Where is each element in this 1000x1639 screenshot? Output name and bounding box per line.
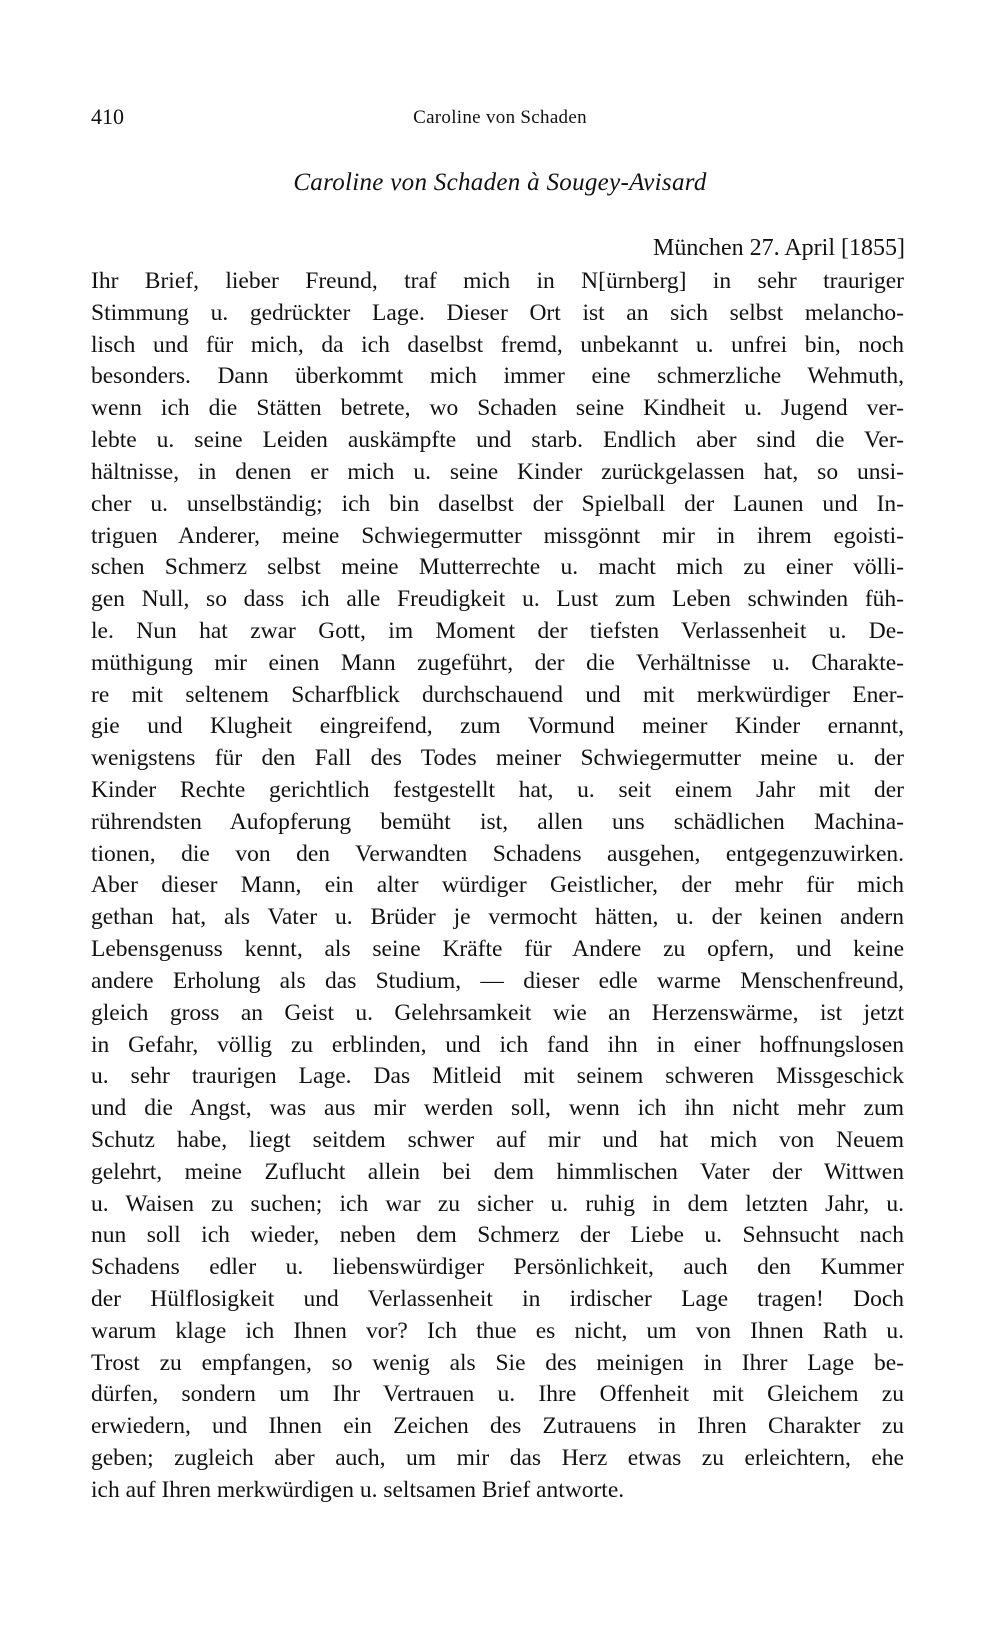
text-line: ich auf Ihren merkwürdigen u. seltsamen Brief antworte.	[91, 1476, 625, 1503]
text-line: u. sehr traurigen Lage. Das Mitleid mit seinem schweren Missgeschick	[91, 1063, 904, 1090]
letter-body	[91, 266, 904, 1507]
running-head: Caroline von Schaden	[413, 107, 587, 128]
dateline: München 27. April [1855]	[653, 235, 905, 261]
text-line: hältnisse, in denen er mich u. seine Kinder zurückgelassen hat, so unsi-	[91, 458, 904, 485]
text-line: triguen Anderer, meine Schwiegermutter missgönnt mir in ihrem egoisti-	[91, 522, 904, 549]
page-number: 410	[91, 104, 124, 129]
text-line: geben; zugleich aber auch, um mir das Herz etwas zu erleichtern, ehe	[91, 1445, 904, 1472]
text-line: nun soll ich wieder, neben dem Schmerz der Liebe u. Sehnsucht nach	[91, 1222, 904, 1249]
text-line: warum klage ich Ihnen vor? Ich thue es nicht, um von Ihnen Rath u.	[91, 1317, 904, 1344]
text-line: Ihr Brief, lieber Freund, traf mich in N[ürnberg] in sehr trauriger	[91, 268, 904, 294]
text-line: gethan hat, als Vater u. Brüder je vermocht hätten, u. der keinen andern	[91, 904, 904, 931]
text-line: in Gefahr, völlig zu erblinden, und ich fand ihn in einer hoffnungslosen	[91, 1031, 904, 1058]
text-line: Trost zu empfangen, so wenig als Sie des meinigen in Ihrer Lage be-	[91, 1349, 904, 1376]
text-line: besonders. Dann überkommt mich immer eine schmerzliche Wehmuth,	[91, 363, 904, 390]
text-line: müthigung mir einen Mann zugeführt, der die Verhältnisse u. Charakte-	[91, 649, 904, 676]
letter-title: Caroline von Schaden à Sougey-Avisard	[293, 169, 707, 196]
text-line: und die Angst, was aus mir werden soll, wenn ich ihn nicht mehr zum	[91, 1095, 904, 1122]
text-line: Schadens edler u. liebenswürdiger Persönlichkeit, auch den Kummer	[91, 1254, 904, 1281]
text-line: andere Erholung als das Studium, — dieser edle warme Menschenfreund,	[91, 967, 904, 994]
text-line: der Hülflosigkeit und Verlassenheit in irdischer Lage tragen! Doch	[91, 1286, 904, 1312]
text-line: u. Waisen zu suchen; ich war zu sicher u. ruhig in dem letzten Jahr, u.	[91, 1190, 904, 1217]
text-line: Kinder Rechte gerichtlich festgestellt hat, u. seit einem Jahr mit der	[91, 777, 904, 803]
text-line: Schutz habe, liegt seitdem schwer auf mir und hat mich von Neuem	[91, 1126, 904, 1153]
text-line: gleich gross an Geist u. Gelehrsamkeit wie an Herzenswärme, ist jetzt	[91, 999, 904, 1026]
text-line: cher u. unselbständig; ich bin daselbst der Spielball der Launen und In-	[91, 490, 904, 517]
text-line: tionen, die von den Verwandten Schadens ausgehen, entgegenzuwirken.	[91, 840, 904, 867]
text-line: le. Nun hat zwar Gott, im Moment der tiefsten Verlassenheit u. De-	[91, 617, 904, 644]
text-line: Lebensgenuss kennt, als seine Kräfte für Andere zu opfern, und keine	[91, 936, 904, 963]
text-line: dürfen, sondern um Ihr Vertrauen u. Ihre Offenheit mit Gleichem zu	[91, 1381, 904, 1408]
text-line: wenigstens für den Fall des Todes meiner Schwiegermutter meine u. der	[91, 745, 904, 772]
text-line: rührendsten Aufopferung bemüht ist, allen uns schädlichen Machina-	[91, 808, 904, 835]
text-line: gie und Klugheit eingreifend, zum Vormund meiner Kinder ernannt,	[91, 713, 904, 740]
text-line: Stimmung u. gedrückter Lage. Dieser Ort ist an sich selbst melancho-	[91, 299, 904, 326]
text-line: lebte u. seine Leiden auskämpfte und starb. Endlich aber sind die Ver-	[91, 427, 904, 454]
text-line: re mit seltenem Scharfblick durchschauend und mit merkwürdiger Ener-	[91, 681, 904, 708]
text-line: gelehrt, meine Zuflucht allein bei dem himmlischen Vater der Wittwen	[91, 1158, 904, 1185]
text-line: Aber dieser Mann, ein alter würdiger Geistlicher, der mehr für mich	[91, 872, 904, 899]
text-line: wenn ich die Stätten betrete, wo Schaden seine Kindheit u. Jugend ver-	[91, 395, 904, 422]
text-line: schen Schmerz selbst meine Mutterrechte u. macht mich zu einer völli-	[91, 554, 904, 581]
text-line: gen Null, so dass ich alle Freudigkeit u. Lust zum Leben schwinden füh-	[91, 586, 904, 613]
text-line: erwiedern, und Ihnen ein Zeichen des Zutrauens in Ihren Charakter zu	[91, 1413, 904, 1440]
text-line: lisch und für mich, da ich daselbst fremd, unbekannt u. unfrei bin, noch	[91, 331, 904, 358]
